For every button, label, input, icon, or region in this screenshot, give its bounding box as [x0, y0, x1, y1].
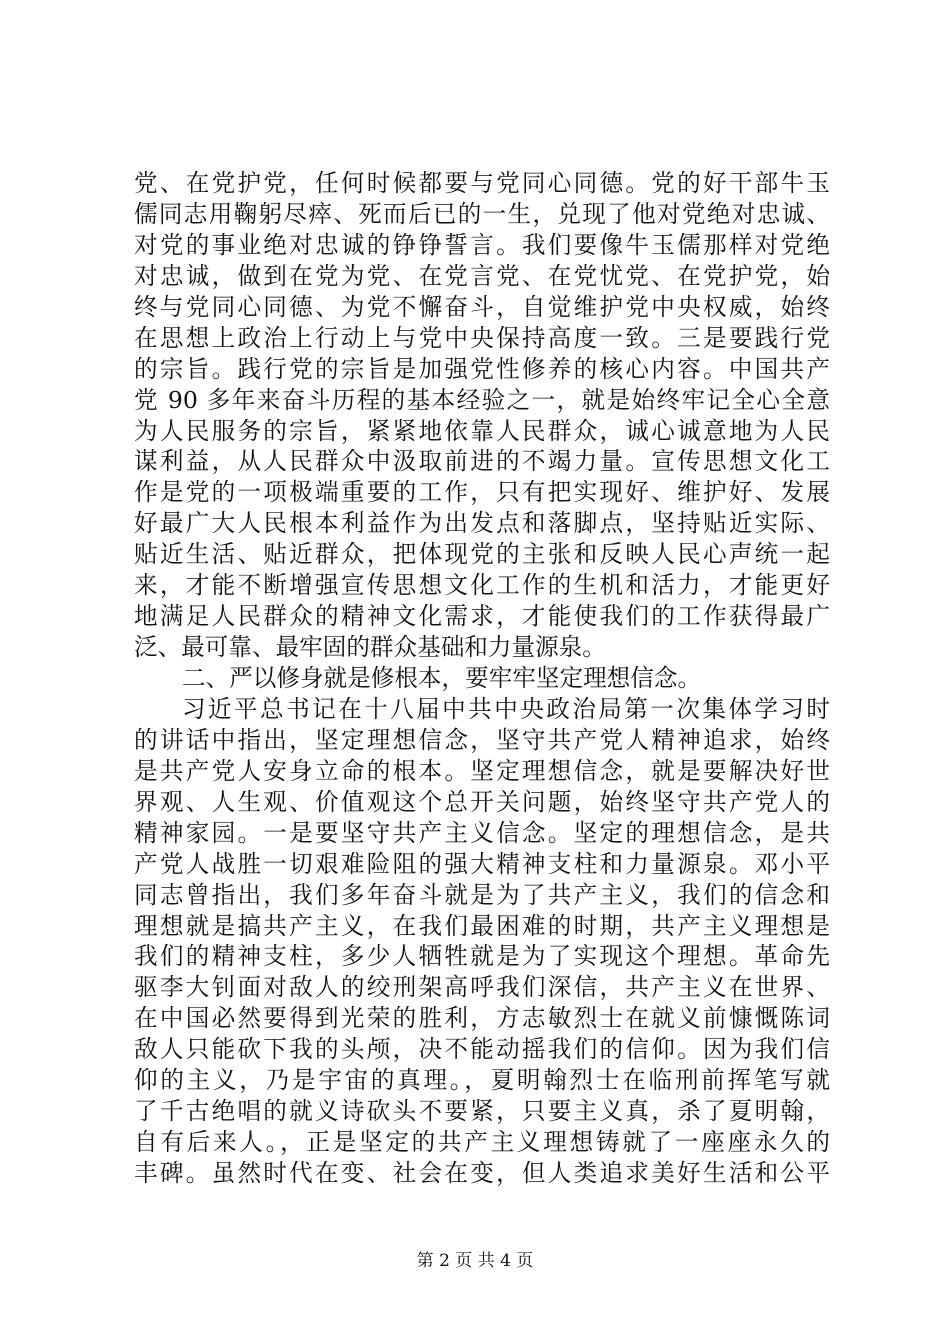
text-line: 地满足人民群众的精神文化需求，才能使我们的工作获得最广 [134, 602, 830, 631]
page-footer: 第 2 页 共 4 页 [416, 1251, 534, 1271]
text-line: 丰碑。虽然时代在变、社会在变，但人类追求美好生活和公平 [134, 1159, 830, 1187]
text-line: 作是党的一项极端重要的工作，只有把实现好、维护好、发展 [134, 478, 830, 507]
text-line: 的宗旨。践行党的宗旨是加强党性修养的核心内容。中国共产 [134, 354, 830, 383]
text-line: 驱李大钊面对敌人的绞刑架高呼我们深信，共产主义在世界、 [134, 973, 830, 1002]
text-line: 在思想上政治上行动上与党中央保持高度一致。三是要践行党 [134, 323, 830, 352]
text-line: 党、在党护党，任何时候都要与党同心同德。党的好干部牛玉 [134, 169, 830, 197]
text-line: 精神家园。一是要坚守共产主义信念。坚定的理想信念，是共 [134, 818, 830, 847]
text-line: 二、严以修身就是修根本，要牢牢坚定理想信念。 [182, 664, 702, 692]
text-line: 在中国必然要得到光荣的胜利，方志敏烈士在就义前慷慨陈词 [134, 1004, 830, 1033]
text-line: 党 90 多年来奋斗历程的基本经验之一，就是始终牢记全心全意 [134, 385, 830, 414]
text-line: 好最广大人民根本利益作为出发点和落脚点，坚持贴近实际、 [134, 509, 830, 538]
text-line: 对忠诚，做到在党为党、在党言党、在党忧党、在党护党，始 [134, 261, 830, 290]
body-text [134, 168, 830, 1189]
text-line: 自有后来人。，正是坚定的共产主义理想铸就了一座座永久的 [134, 1128, 830, 1157]
text-line: 界观、人生观、价值观这个总开关问题，始终坚守共产党人的 [134, 787, 830, 816]
text-line: 泛、最可靠、最牢固的群众基础和力量源泉。 [134, 633, 606, 662]
text-line: 为人民服务的宗旨，紧紧地依靠人民群众，诚心诚意地为人民 [134, 416, 830, 445]
text-line: 理想就是搞共产主义，在我们最困难的时期，共产主义理想是 [134, 911, 830, 940]
text-line: 习近平总书记在十八届中共中央政治局第一次集体学习时 [182, 694, 830, 723]
text-line: 的讲话中指出，坚定理想信念，坚守共产党人精神追求，始终 [134, 725, 830, 754]
text-line: 对党的事业绝对忠诚的铮铮誓言。我们要像牛玉儒那样对党绝 [134, 230, 830, 259]
text-line: 是共产党人安身立命的根本。坚定理想信念，就是要解决好世 [134, 756, 830, 785]
text-line: 谋利益，从人民群众中汲取前进的不竭力量。宣传思想文化工 [134, 447, 830, 476]
text-line: 我们的精神支柱，多少人牺牲就是为了实现这个理想。革命先 [134, 942, 830, 971]
text-line: 儒同志用鞠躬尽瘁、死而后已的一生，兑现了他对党绝对忠诚、 [134, 199, 830, 228]
text-line: 敌人只能砍下我的头颅，决不能动摇我们的信仰。因为我们信 [134, 1035, 830, 1064]
text-line: 贴近生活、贴近群众，把体现党的主张和反映人民心声统一起 [134, 540, 830, 569]
text-line: 产党人战胜一切艰难险阻的强大精神支柱和力量源泉。邓小平 [134, 849, 830, 878]
text-line: 了千古绝唱的就义诗砍头不要紧，只要主义真，杀了夏明翰， [134, 1097, 830, 1126]
text-line: 终与党同心同德、为党不懈奋斗，自觉维护党中央权威，始终 [134, 292, 830, 321]
text-line: 仰的主义，乃是宇宙的真理。，夏明翰烈士在临刑前挥笔写就 [134, 1066, 830, 1095]
text-line: 同志曾指出，我们多年奋斗就是为了共产主义，我们的信念和 [134, 880, 830, 909]
text-line: 来，才能不断增强宣传思想文化工作的生机和活力，才能更好 [134, 571, 830, 600]
